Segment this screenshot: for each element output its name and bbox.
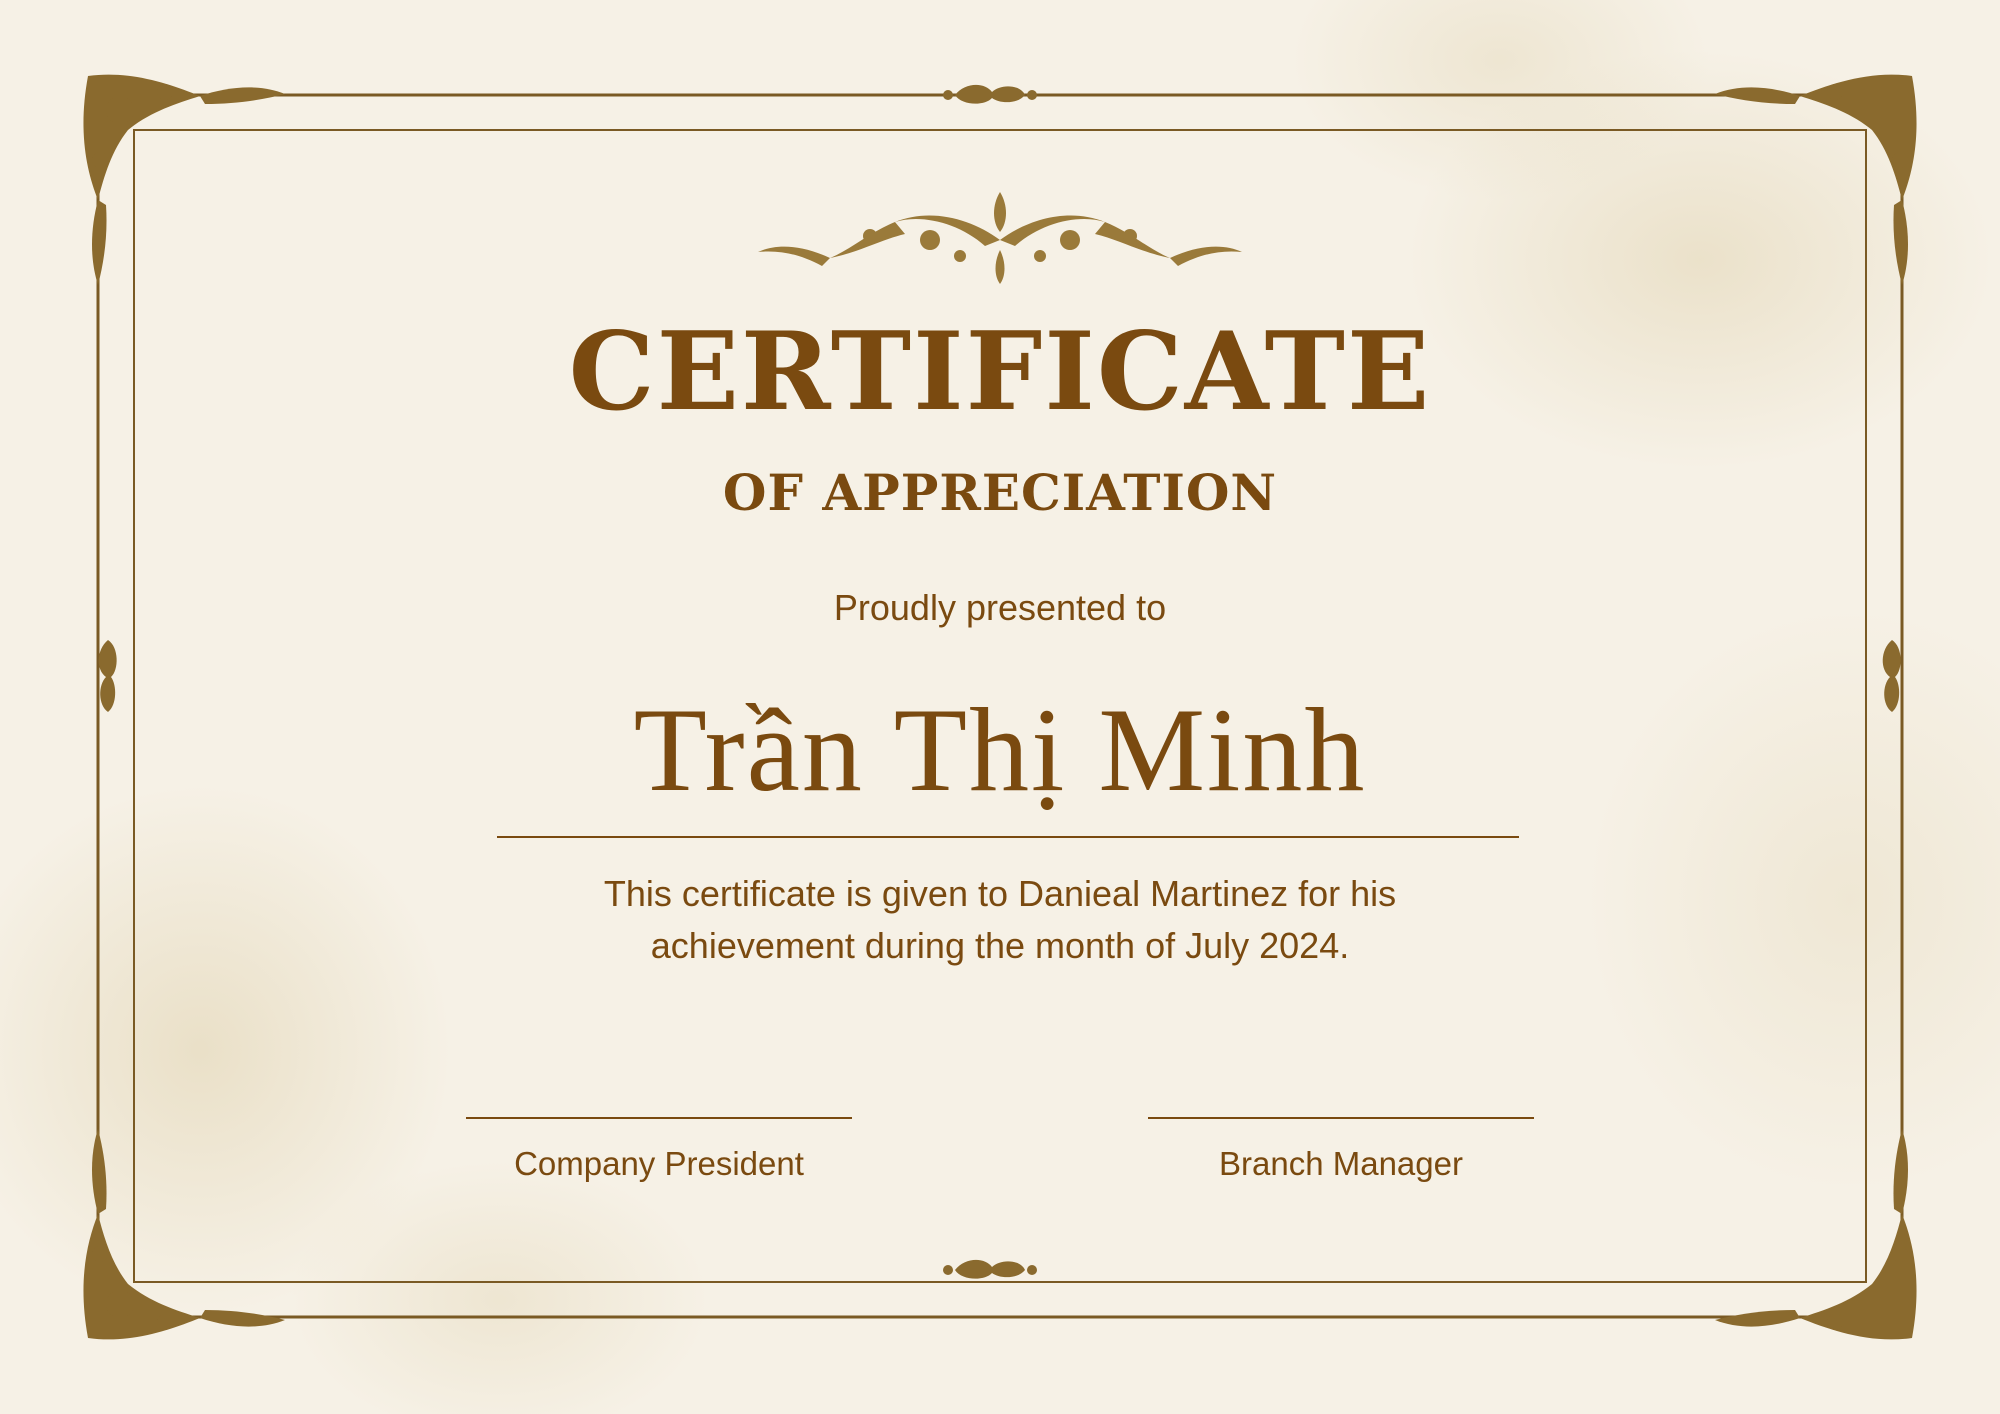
description-line-2: achievement during the month of July 2024. [650, 925, 1350, 966]
name-underline [497, 836, 1519, 838]
description-line-1: This certificate is given to Danieal Martinez for his [603, 873, 1397, 914]
recipient-name: Trần Thị Minh [633, 683, 1367, 816]
signature-line-manager [1148, 1117, 1534, 1119]
edge-scroll-left [99, 640, 117, 712]
signature-label-manager: Branch Manager [1219, 1145, 1463, 1182]
corner-ornament-bottom-right [1715, 1129, 1917, 1339]
edge-scroll-bottom [943, 1260, 1037, 1279]
presented-to-text: Proudly presented to [833, 587, 1167, 628]
corner-ornament-bottom-left [83, 1129, 285, 1339]
edge-scroll-right [1883, 640, 1901, 712]
certificate-title: CERTIFICATE [568, 309, 1432, 435]
corner-ornament-top-left [83, 75, 285, 285]
certificate-subtitle: OF APPRECIATION [722, 463, 1278, 522]
corner-ornament-top-right [1715, 75, 1917, 285]
signature-line-president [466, 1117, 852, 1119]
top-flourish-ornament [758, 192, 1242, 284]
edge-scroll-top [943, 85, 1037, 104]
signature-label-president: Company President [514, 1145, 804, 1182]
certificate-description [500, 868, 1500, 972]
